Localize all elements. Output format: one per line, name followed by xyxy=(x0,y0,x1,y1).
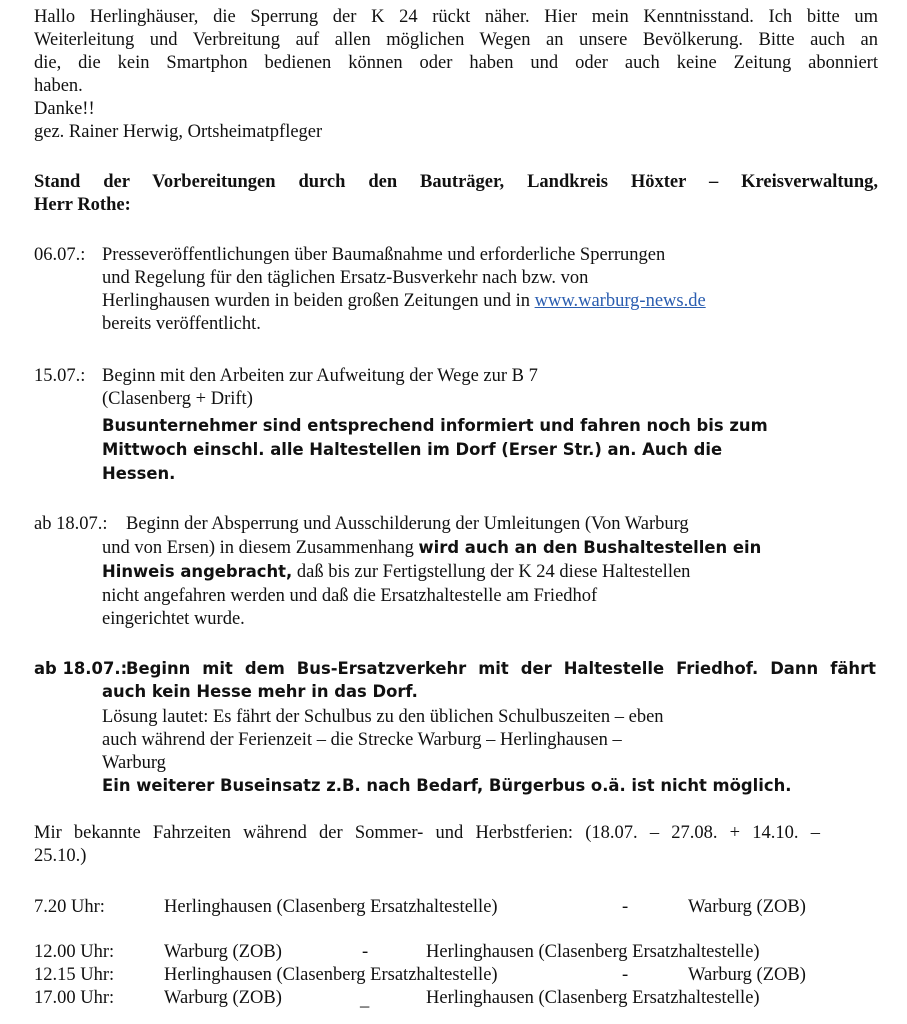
intro-line: Weiterleitung und Verbreitung auf allen möglichen Wegen an unsere Bevölkerung. Bitte auch an xyxy=(34,30,878,50)
signature: gez. Rainer Herwig, Ortsheimatpfleger xyxy=(34,122,323,142)
entry-bold-text: Mittwoch einschl. alle Haltestellen im Dorf (Erser Str.) an. Auch die xyxy=(102,440,723,459)
entry-bold-text: Beginn mit dem Bus-Ersatzverkehr mit der Haltestelle Friedhof. Dann fährt xyxy=(126,659,876,678)
entry-text: Beginn der Absperrung und Ausschilderung der Umleitungen (Von Warburg xyxy=(126,514,689,534)
entry-text xyxy=(102,290,706,313)
entry-text: und Regelung für den täglichen Ersatz-Busverkehr nach bzw. von xyxy=(102,268,589,288)
schedule-intro: Mir bekannte Fahrzeiten während der Sommer- und Herbstferien: (18.07. – 27.08. + 14.10. – xyxy=(34,823,820,843)
schedule-from: Warburg (ZOB) xyxy=(164,942,282,962)
schedule-separator: - xyxy=(622,897,629,917)
schedule-time: 7.20 Uhr: xyxy=(34,897,105,917)
entry-bold-text: auch kein Hesse mehr in das Dorf. xyxy=(102,682,418,701)
entry-date: ab 18.07.: xyxy=(34,659,128,678)
warburg-news-link[interactable]: www.warburg-news.de xyxy=(534,291,706,311)
entry-bold-text: Ein weiterer Buseinsatz z.B. nach Bedarf, Bürgerbus o.ä. ist nicht möglich. xyxy=(102,776,792,795)
section-heading: Stand der Vorbereitungen durch den Bauträger, Landkreis Höxter – Kreisverwaltung, xyxy=(34,172,878,192)
intro-line: haben. xyxy=(34,76,83,96)
schedule-to: Herlinghausen (Clasenberg Ersatzhaltestelle) xyxy=(426,942,760,962)
schedule-to: Herlinghausen (Clasenberg Ersatzhaltestelle) xyxy=(426,988,760,1008)
entry-text: bereits veröffentlicht. xyxy=(102,314,261,334)
section-heading: Herr Rothe: xyxy=(34,195,131,215)
entry-date: 15.07.: xyxy=(34,366,86,386)
entry-date: ab 18.07.: xyxy=(34,514,108,534)
schedule-from: Herlinghausen (Clasenberg Ersatzhaltestelle) xyxy=(164,897,498,917)
schedule-to: Warburg (ZOB) xyxy=(688,897,806,917)
schedule-time: 12.15 Uhr: xyxy=(34,965,115,985)
schedule-to: Warburg (ZOB) xyxy=(688,965,806,985)
entry-text-part: und von Ersen) in diesem Zusammenhang xyxy=(102,538,414,558)
entry-text: Warburg xyxy=(102,753,166,773)
schedule-intro: 25.10.) xyxy=(34,846,87,866)
entry-date: 06.07.: xyxy=(34,245,86,265)
entry-text: (Clasenberg + Drift) xyxy=(102,389,253,409)
entry-text: Lösung lautet: Es fährt der Schulbus zu den üblichen Schulbuszeiten – eben xyxy=(102,707,664,727)
schedule-time: 12.00 Uhr: xyxy=(34,942,115,962)
schedule-separator: - xyxy=(622,965,629,985)
entry-text: auch während der Ferienzeit – die Strecke Warburg – Herlinghausen – xyxy=(102,730,622,750)
entry-bold-text: Hinweis angebracht, xyxy=(102,562,293,581)
intro-line: Hallo Herlinghäuser, die Sperrung der K 24 rückt näher. Hier mein Kenntnisstand. Ich bitte um xyxy=(34,7,878,27)
thanks-text: Danke!! xyxy=(34,99,95,119)
entry-text-part: Herlinghausen wurden in beiden großen Zeitungen und in xyxy=(102,291,530,311)
entry-text xyxy=(102,561,690,584)
schedule-separator: _ xyxy=(360,990,370,1010)
entry-text: eingerichtet wurde. xyxy=(102,609,245,629)
intro-line: die, die kein Smartphon bedienen können oder haben und oder auch keine Zeitung abonniert xyxy=(34,53,878,73)
entry-bold-text: wird auch an den Bushaltestellen ein xyxy=(418,538,762,557)
entry-text-part: daß bis zur Fertigstellung der K 24 diese Haltestellen xyxy=(296,562,691,582)
entry-bold-text: Busunternehmer sind entsprechend informiert und fahren noch bis zum xyxy=(102,416,768,435)
entry-text: Beginn mit den Arbeiten zur Aufweitung der Wege zur B 7 xyxy=(102,366,538,386)
schedule-separator: - xyxy=(362,942,369,962)
entry-text xyxy=(102,537,761,560)
entry-bold-text: Hessen. xyxy=(102,464,176,483)
entry-text: Presseveröffentlichungen über Baumaßnahme und erforderliche Sperrungen xyxy=(102,245,666,265)
schedule-from: Herlinghausen (Clasenberg Ersatzhaltestelle) xyxy=(164,965,498,985)
schedule-from: Warburg (ZOB) xyxy=(164,988,282,1008)
entry-text: nicht angefahren werden und daß die Ersatzhaltestelle am Friedhof xyxy=(102,586,598,606)
schedule-time: 17.00 Uhr: xyxy=(34,988,115,1008)
